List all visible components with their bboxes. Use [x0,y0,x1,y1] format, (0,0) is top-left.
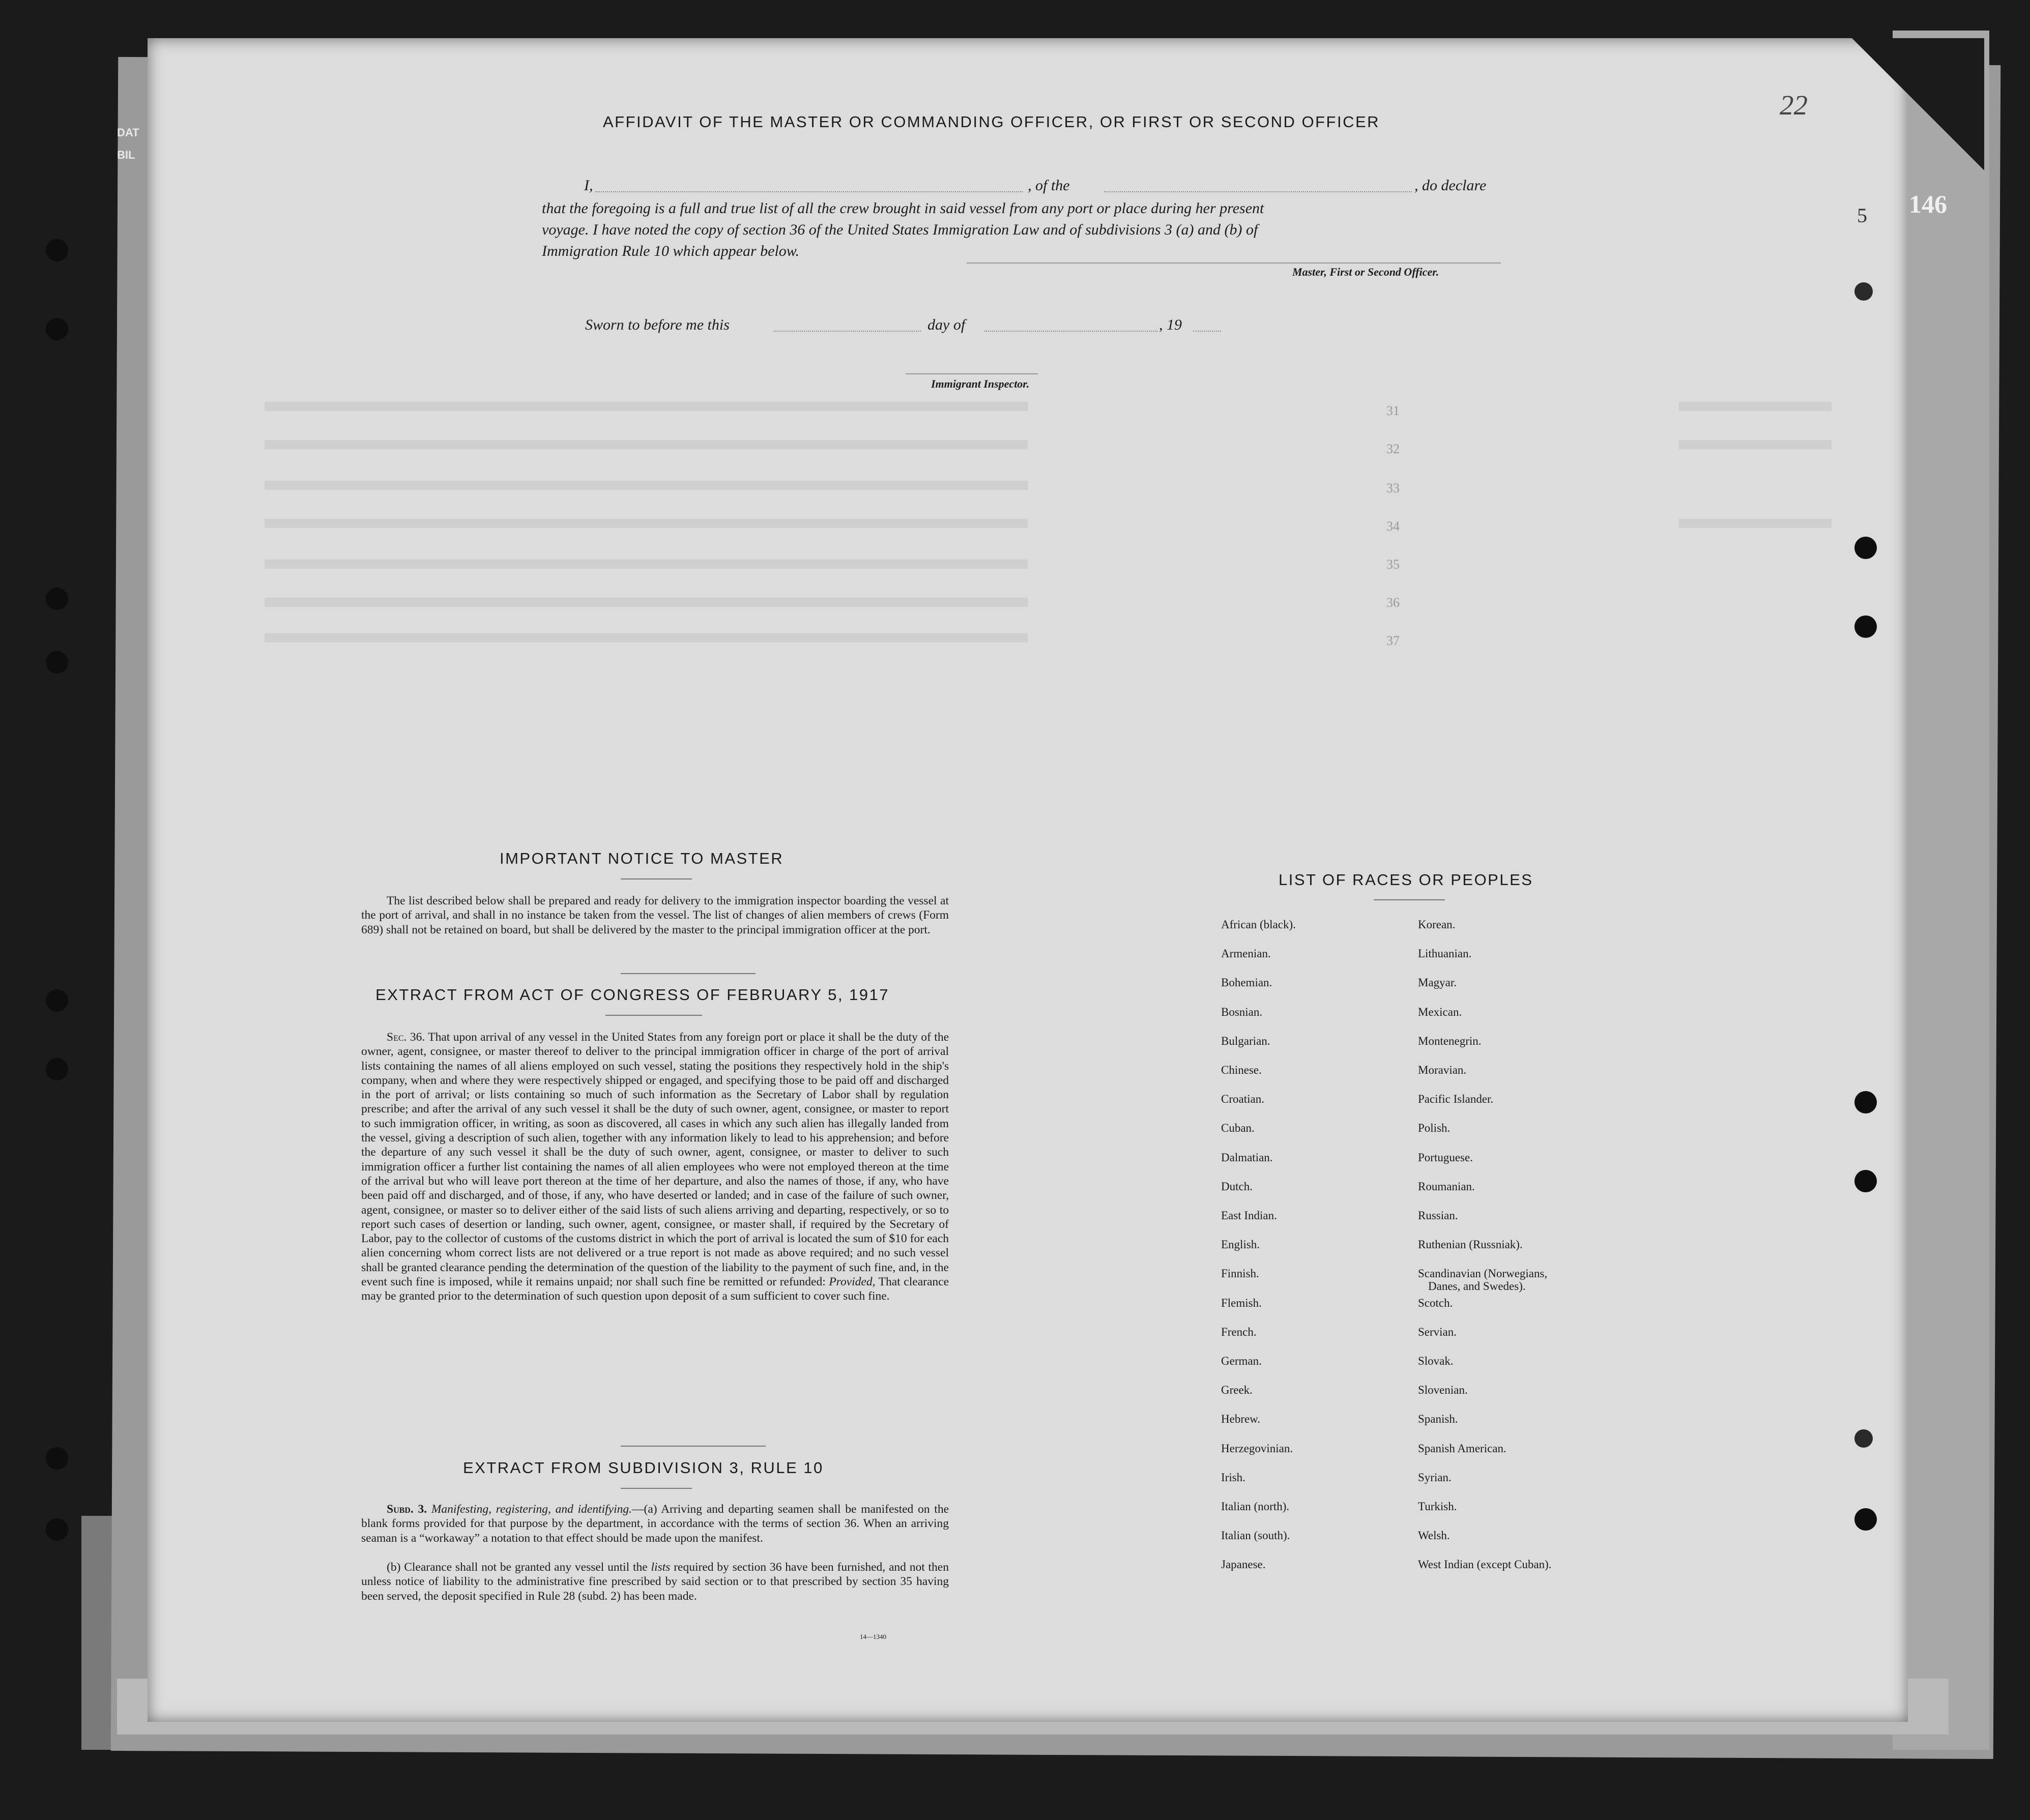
races-title: LIST OF RACES OR PEOPLES [1279,871,1533,889]
bleed-through-number: 35 [1386,557,1400,572]
sworn-text: Sworn to before me this [585,316,730,333]
side-label-dat: DAT [117,126,139,139]
race-item: Slovenian. [1418,1384,1468,1397]
race-item: Welsh. [1418,1529,1450,1542]
punch-hole [46,651,68,673]
rule-rule [621,1488,692,1489]
race-item: Korean. [1418,918,1456,931]
bleed-through-row [265,481,1028,490]
punch-hole [46,239,68,261]
bleed-through-number: 32 [1386,442,1400,456]
bleed-through-number: 34 [1386,519,1400,534]
race-item: Hebrew. [1221,1413,1261,1426]
act-section-body: That upon arrival of any vessel in the United States from any foreign port or place it shall be the duty of the owner, agent, consignee, or master thereof to deliver to the principal immigration officer in charge of the port of arrival lists containing the names of all aliens employed on such vessel, stating the positions they respectively hold in the ship's company, when and where they were respectively shipped or engaged, and specifying those to be paid off and discharged in the port of arrival; or lists containing so much of such information as the Secretary of Labor shall by regulation prescribe; and after the arrival of any such vessel it shall be the duty of such owner, agent, consignee, or master to report to such immigration officer, in writing, as soon as discovered, all cases in which any such alien has illegally landed from the vessel, giving a description of such alien, together with any information likely to lead to his apprehension; and before the departure of any such vessel it shall be the duty of such owner, agent, consignee, or master to deliver to such immigration officer a further list containing the names of all alien employees who were not employed thereon at the time of the arrival but who will leave port thereon at the time of her departure, and also the names of those, if any, who have been paid off and discharged, and of those, if any, who have deserted or landed; and in case of the failure of such owner, agent, consignee, or master so to deliver either of the said lists of such aliens arriving and departing, respectively, or so to report such cases of desertion or landing, such owner, agent, consignee, or master shall, if required by the Secretary of Labor, pay to the collector of customs of the customs district in which the port of arrival is located the sum of $10 for each alien concerning whom correct lists are not delivered or a true report is not made as above required; and no such vessel shall be granted clearance pending the determination of the question of the liability to the payment of such fine, and, in the event such fine is imposed, while it remains unpaid; nor shall such fine be remitted or refunded: [361,1031,949,1289]
bleed-through-row [265,560,1028,569]
sworn-day-field[interactable] [773,331,921,332]
bleed-through-row [265,440,1028,449]
notice-title: IMPORTANT NOTICE TO MASTER [500,849,784,867]
bleed-through-number: 36 [1386,595,1400,610]
pencil-mark: 22 [1780,90,1808,121]
notice-text: The list described below shall be prepared and ready for delivery to the immigration inspector boarding the vessel at the port of arrival, and shall in no instance be taken from the vessel. The list of changes of alien members of crews (Form 689) shall not be retained on board, but shall be delivered by the master to the principal immigration officer at the port. [361,894,949,936]
bleed-through-row [265,519,1028,528]
rule-title: EXTRACT FROM SUBDIVISION 3, RULE 10 [463,1459,824,1477]
manifest-page [148,38,1908,1722]
bleed-through-number: 31 [1386,403,1400,418]
vessel-name-field[interactable] [1104,191,1412,192]
race-item: Ruthenian (Russniak). [1418,1238,1523,1251]
act-provided: Provided, [829,1275,876,1289]
race-item: Polish. [1418,1122,1451,1135]
rule-para-a [361,1502,949,1545]
sworn-month-field[interactable] [984,331,1157,332]
race-item: Danes, and Swedes). [1428,1280,1526,1293]
race-item: Pacific Islander. [1418,1093,1494,1106]
race-item: Bulgarian. [1221,1034,1270,1047]
sworn-year: , 19 [1159,316,1182,333]
races-rule [1374,899,1445,900]
bleed-through-row [265,598,1028,607]
punch-hole [46,588,68,610]
race-item: French. [1221,1325,1257,1338]
race-item: Montenegrin. [1418,1034,1482,1047]
race-item: Chinese. [1221,1064,1262,1076]
rule-subd-label: Subd. 3. [387,1503,427,1516]
punch-hole [46,989,68,1012]
notice-rule [621,878,692,879]
race-item: Irish. [1221,1471,1245,1484]
race-item: Portuguese. [1418,1151,1473,1164]
side-label-bil: BIL [117,149,135,161]
inspector-label: Immigrant Inspector. [931,377,1030,390]
race-item: Spanish. [1418,1413,1458,1426]
sworn-year-field[interactable] [1193,331,1221,332]
act-section-36-text [361,1030,949,1304]
affidavit-of-the: , of the [1028,177,1070,194]
race-item: Flemish. [1221,1296,1262,1309]
race-item: Spanish American. [1418,1442,1506,1455]
bleed-through-row [1679,440,1832,449]
page-mark: 5 [1857,204,1867,227]
rule-para-b [361,1560,949,1603]
race-item: German. [1221,1355,1262,1367]
race-item: East Indian. [1221,1209,1277,1222]
rule-para-b-start: (b) Clearance shall not be granted any vessel until the [387,1561,651,1574]
sworn-day-of: day of [927,316,966,333]
rule-para-b-rest: required by section 36 have been furnished, and not then unless notice of liability to the administrative fine prescribed by said section or to that prescribed by section 35 having been served, the deposit specified in Rule 28 (subd. 2) has been made. [361,1561,949,1603]
race-item: Servian. [1418,1325,1457,1338]
master-signature-line[interactable] [967,262,1501,263]
punch-hole [46,1518,68,1541]
race-item: Italian (north). [1221,1500,1290,1513]
race-item: Roumanian. [1418,1180,1475,1193]
race-item: Russian. [1418,1209,1458,1222]
bleed-through-number: 37 [1386,633,1400,648]
folded-corner [1852,38,1984,170]
race-item: Cuban. [1221,1122,1255,1135]
punch-hole [1854,615,1877,638]
punch-hole [1854,537,1877,559]
affidavit-i: I, [584,177,593,194]
race-item: Italian (south). [1221,1529,1290,1542]
rule-para-b-lists: lists [651,1561,671,1574]
punch-hole [1854,1170,1877,1192]
form-code: 14—1340 [860,1633,886,1640]
bleed-through-row [265,402,1028,411]
punch-hole [1854,1429,1873,1448]
race-item: West Indian (except Cuban). [1418,1558,1552,1571]
bleed-through-row [1679,519,1832,528]
race-item: Armenian. [1221,947,1271,960]
race-item: Lithuanian. [1418,947,1472,960]
inspector-signature-line[interactable] [906,373,1038,374]
race-item: Dalmatian. [1221,1151,1273,1164]
affidavit-line-3: voyage. I have noted the copy of section 36 of the United States Immigration Law and of subdivisions 3 (a) and (b) of [542,221,1258,238]
race-item: Slovak. [1418,1355,1454,1367]
race-item: Turkish. [1418,1500,1457,1513]
race-item: Bohemian. [1221,976,1272,989]
race-item: Scotch. [1418,1296,1453,1309]
affidavit-line-2: that the foregoing is a full and true list of all the crew brought in said vessel from any port or place during her present [542,200,1264,217]
page-number: 146 [1909,190,1947,218]
race-item: Dutch. [1221,1180,1253,1193]
section-rule [621,1446,766,1447]
race-item: Mexican. [1418,1005,1462,1018]
punch-hole [1854,1508,1877,1531]
punch-hole [1854,1091,1877,1113]
race-item: Bosnian. [1221,1005,1263,1018]
race-item: Moravian. [1418,1064,1467,1076]
race-item: Magyar. [1418,976,1457,989]
section-rule [621,973,756,974]
punch-hole [46,1447,68,1470]
act-section-end: That clearance may be granted prior to the determination of such question upon deposit of a sum sufficient to cover such fine. [361,1275,949,1303]
rule-subd-heading: Manifesting, registering, and identifying. [431,1503,632,1516]
affidavit-line-4: Immigration Rule 10 which appear below. [542,243,800,259]
punch-hole [46,318,68,340]
affidavit-title: AFFIDAVIT OF THE MASTER OR COMMANDING OFFICER, OR FIRST OR SECOND OFFICER [603,113,1380,131]
race-item: Syrian. [1418,1471,1452,1484]
race-item: African (black). [1221,918,1296,931]
act-title: EXTRACT FROM ACT OF CONGRESS OF FEBRUARY 5, 1917 [375,986,890,1004]
race-item: Scandinavian (Norwegians, [1418,1267,1548,1280]
race-item: Herzegovinian. [1221,1442,1293,1455]
race-item: English. [1221,1238,1260,1251]
master-signature-label: Master, First or Second Officer. [1292,266,1439,278]
act-section-label: Sec. 36. [387,1031,425,1044]
bleed-through-row [265,633,1028,642]
punch-hole [46,1058,68,1080]
race-item: Japanese. [1221,1558,1266,1571]
rule-para-a-text: —(a) Arriving and departing seamen shall be manifested on the blank forms provided for that purpose by the department, in accordance with the terms of section 36. When an arriving seaman is a “workaway” a notation to that effect should be made upon the manifest. [361,1503,949,1545]
punch-hole [1854,282,1873,301]
bleed-through-number: 33 [1386,481,1400,495]
race-item: Croatian. [1221,1093,1264,1106]
act-rule [605,1015,702,1016]
bleed-through-row [1679,402,1832,411]
affidavit-declare: , do declare [1414,177,1487,194]
race-item: Greek. [1221,1384,1253,1397]
race-item: Finnish. [1221,1267,1259,1280]
master-name-field[interactable] [595,191,1023,192]
